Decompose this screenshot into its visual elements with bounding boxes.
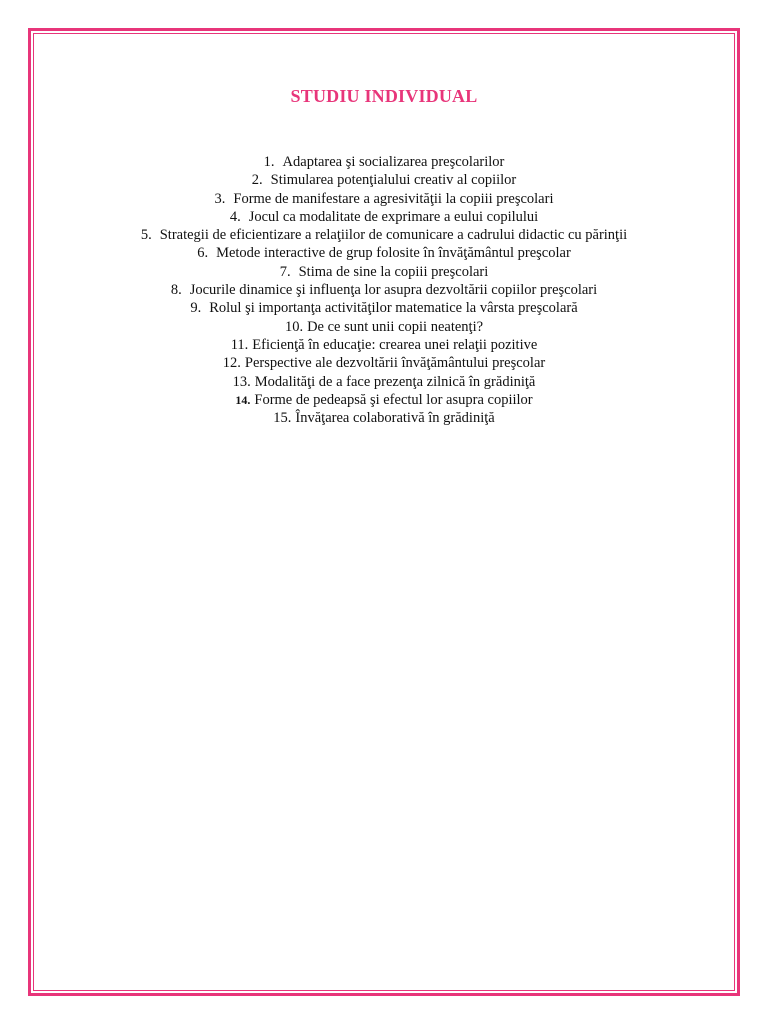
topic-text: Învăţarea colaborativă în grădiniţă: [295, 410, 495, 427]
topic-text: Adaptarea şi socializarea preşcolarilor: [282, 154, 505, 170]
topic-item: [40, 244, 728, 262]
topic-item: [40, 208, 728, 226]
topic-number: 3.: [214, 190, 226, 207]
topic-number: 7.: [279, 263, 291, 280]
topic-text: De ce sunt unii copii neatenţi?: [307, 318, 484, 335]
topic-item: [40, 263, 728, 281]
topic-number: 13.: [232, 373, 251, 390]
topic-item: [40, 281, 728, 299]
topic-item: [40, 153, 728, 171]
document-title: STUDIU INDIVIDUAL: [290, 86, 478, 106]
topic-list: [40, 153, 728, 427]
topic-text: Perspective ale dezvoltării învăţământului preşcolar: [244, 355, 546, 372]
topic-number: 8.: [170, 282, 182, 299]
topic-text: Jocurile dinamice şi influenţa lor asupra dezvoltării copiilor preşcolari: [189, 282, 598, 299]
topic-text: Stimularea potenţialului creativ al copiilor: [270, 172, 517, 189]
topic-item: [40, 336, 728, 354]
topic-number: 5.: [140, 227, 152, 244]
document-content: [40, 86, 728, 427]
topic-text: Metode interactive de grup folosite în învăţământul preşcolar: [216, 245, 571, 262]
topic-item: [40, 190, 728, 208]
topic-number: 10.: [284, 318, 304, 335]
topic-item: [40, 391, 728, 409]
topic-text: Strategii de eficientizare a relaţiilor de comunicare a cadrului didactic cu părinţii: [159, 227, 628, 244]
topic-number: 12.: [222, 355, 241, 372]
topic-item: [40, 171, 728, 189]
topic-item: [40, 409, 728, 427]
topic-text: Eficienţă în educaţie: crearea unei relaţii pozitive: [252, 336, 538, 353]
topic-number: 14.: [235, 392, 251, 407]
topic-text: Forme de manifestare a agresivităţii la copiii preşcolari: [233, 190, 554, 207]
topic-text: Jocul ca modalitate de exprimare a eului copilului: [248, 208, 539, 225]
topic-text: Modalităţi de a face prezenţa zilnică în grădiniţă: [254, 373, 536, 390]
topic-number: 11.: [230, 336, 249, 353]
topic-text: Rolul şi importanţa activităţilor matematice la vârsta preşcolară: [209, 300, 578, 317]
topic-number: 4.: [229, 208, 241, 225]
topic-item: [40, 354, 728, 372]
topic-item: [40, 299, 728, 317]
topic-number: 2.: [251, 172, 263, 189]
topic-number: 6.: [197, 245, 209, 262]
topic-text: Forme de pedeapsă şi efectul lor asupra copiilor: [254, 391, 533, 408]
topic-number: 1.: [263, 154, 275, 170]
topic-text: Stima de sine la copiii preşcolari: [298, 263, 489, 280]
topic-number: 9.: [190, 300, 202, 317]
topic-item: [40, 373, 728, 391]
topic-item: [40, 226, 728, 244]
topic-item: [40, 318, 728, 336]
topic-number: 15.: [273, 410, 292, 427]
